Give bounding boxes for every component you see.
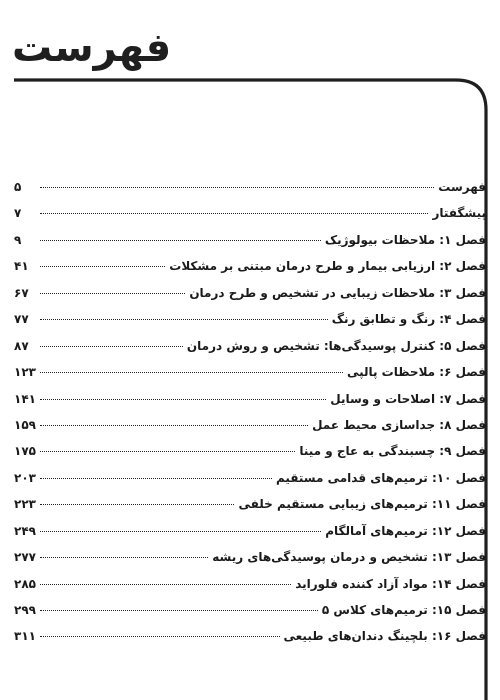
- toc-page-number: ۱۷۵: [14, 444, 36, 459]
- toc-entry[interactable]: [14, 365, 486, 391]
- toc-page-number: ۲۸۵: [14, 576, 36, 591]
- toc-entry-title: فصل ۲: ارزیابی بیمار و طرح درمان مبتنی بر مشکلات: [169, 259, 486, 274]
- toc-entry[interactable]: [14, 418, 486, 444]
- toc-entry-title: فصل ۱۶: بلچینگ دندان‌های طبیعی: [283, 629, 486, 644]
- toc-entry[interactable]: [14, 524, 486, 550]
- toc-entry[interactable]: [14, 206, 486, 232]
- toc-dot-leader: [40, 187, 434, 188]
- toc-entry-title: فصل ۸: جداسازی محیط عمل: [312, 417, 486, 432]
- toc-entry[interactable]: [14, 497, 486, 523]
- toc-entry-title: فصل ۱۲: ترمیم‌های آمالگام: [325, 523, 486, 538]
- toc-entry-title: فصل ۱: ملاحظات بیولوژیک: [324, 232, 486, 247]
- toc-page-number: ۵: [14, 180, 22, 194]
- toc-page-number: ۱۵۹: [14, 417, 36, 432]
- toc-page-number: ۱۴۱: [14, 391, 36, 406]
- toc-page-number: ۲۷۷: [14, 550, 36, 565]
- toc-entry-title: پیشگفتار: [432, 206, 486, 221]
- toc-dot-leader: [40, 372, 343, 373]
- toc-entry[interactable]: [14, 180, 486, 206]
- toc-entry[interactable]: [14, 629, 486, 655]
- toc-entry-title: فصل ۱۰: ترمیم‌های قدامی مستقیم: [275, 470, 486, 485]
- toc-dot-leader: [40, 213, 428, 214]
- toc-dot-leader: [40, 610, 318, 611]
- toc-dot-leader: [40, 557, 208, 558]
- toc-entry-title: فصل ۱۳: تشخیص و درمان پوسیدگی‌های ریشه: [212, 550, 486, 565]
- toc-page-number: ۹: [14, 232, 22, 247]
- table-of-contents: [14, 180, 486, 656]
- toc-entry[interactable]: [14, 392, 486, 418]
- toc-entry[interactable]: [14, 286, 486, 312]
- toc-page-number: ۲۴۹: [14, 523, 36, 538]
- toc-dot-leader: [40, 584, 291, 585]
- toc-page-number: ۸۷: [14, 338, 29, 353]
- toc-entry-title: فصل ۱۴: مواد آزاد کننده فلوراید: [295, 576, 486, 591]
- toc-entry[interactable]: [14, 603, 486, 629]
- toc-entry-title: فصل ۶: ملاحظات پالپی: [346, 365, 486, 380]
- toc-page-number: ۴۱: [14, 259, 29, 274]
- toc-page-number: ۶۷: [14, 285, 29, 300]
- toc-dot-leader: [40, 319, 328, 320]
- toc-page-number: ۲۰۳: [14, 470, 36, 485]
- toc-entry[interactable]: [14, 312, 486, 338]
- toc-entry-title: فصل ۱۱: ترمیم‌های زیبایی مستقیم خلفی: [238, 497, 486, 512]
- toc-entry[interactable]: [14, 444, 486, 470]
- toc-dot-leader: [40, 399, 326, 400]
- toc-entry-title: فصل ۹: چسبندگی به عاج و مینا: [299, 444, 486, 459]
- toc-dot-leader: [40, 531, 321, 532]
- toc-entry-title: فهرست: [438, 180, 486, 194]
- toc-dot-leader: [40, 240, 321, 241]
- toc-page-number: ۲۹۹: [14, 603, 36, 617]
- toc-dot-leader: [40, 293, 185, 294]
- toc-entry[interactable]: [14, 233, 486, 259]
- toc-entry-title: فصل ۱۵: ترمیم‌های کلاس ۵: [321, 603, 486, 617]
- toc-page-number: ۳۱۱: [14, 629, 36, 644]
- toc-dot-leader: [40, 451, 295, 452]
- toc-entry[interactable]: [14, 259, 486, 285]
- toc-dot-leader: [40, 346, 183, 347]
- toc-entry[interactable]: [14, 577, 486, 603]
- toc-page-number: ۱۲۳: [14, 365, 36, 380]
- toc-page-number: ۷: [14, 206, 22, 221]
- toc-entry-title: فصل ۴: رنگ و تطابق رنگ: [331, 312, 486, 327]
- toc-entry[interactable]: [14, 550, 486, 576]
- toc-entry[interactable]: [14, 339, 486, 365]
- toc-dot-leader: [40, 504, 234, 505]
- toc-entry[interactable]: [14, 471, 486, 497]
- toc-entry-title: فصل ۵: کنترل پوسیدگی‌ها: تشخیص و روش درمان: [186, 338, 486, 353]
- toc-dot-leader: [40, 266, 165, 267]
- page-title: فهرست: [12, 25, 172, 71]
- toc-entry-title: فصل ۳: ملاحظات زیبایی در تشخیص و طرح درمان: [189, 285, 486, 300]
- toc-dot-leader: [40, 425, 308, 426]
- toc-page-number: ۷۷: [14, 312, 29, 327]
- toc-page-number: ۲۲۳: [14, 497, 36, 512]
- toc-dot-leader: [40, 478, 272, 479]
- toc-entry-title: فصل ۷: اصلاحات و وسایل: [330, 391, 486, 406]
- toc-dot-leader: [40, 636, 280, 637]
